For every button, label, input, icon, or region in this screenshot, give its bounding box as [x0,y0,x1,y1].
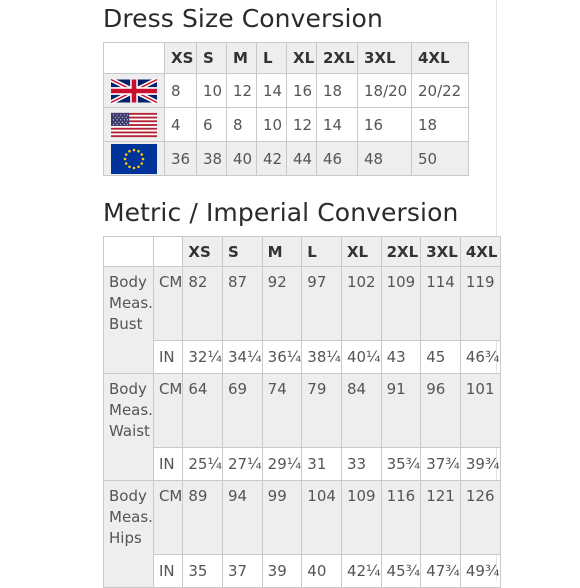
table-cell: 16 [358,108,412,142]
table-cell: 69 [223,374,263,448]
size-header: 3XL [358,43,412,74]
table-cell: 12 [227,74,257,108]
size-header: S [197,43,227,74]
unit-label: CM [153,481,182,555]
table-cell: 45¾ [381,555,421,588]
size-header: M [262,237,302,267]
table-row-bust-in [104,341,501,374]
table-cell: 4 [165,108,197,142]
table-cell: 126 [460,481,500,555]
table-cell: 119 [460,267,500,341]
table-cell: 40 [302,555,342,588]
table-cell: 8 [165,74,197,108]
table-cell: 48 [358,142,412,176]
table-cell: 16 [287,74,317,108]
row-label-bust: Body Meas. Bust [104,267,154,374]
size-header: XL [287,43,317,74]
size-header: XS [183,237,223,267]
table-cell: 109 [381,267,421,341]
table-cell: 12 [287,108,317,142]
table-cell: 36 [165,142,197,176]
size-header: M [227,43,257,74]
size-header: 2XL [381,237,421,267]
size-header: S [223,237,263,267]
unit-label: CM [153,267,182,341]
table-cell: 64 [183,374,223,448]
metric-header-row [104,237,501,267]
table-cell: 37 [223,555,263,588]
table-cell: 32¼ [183,341,223,374]
table-cell: 114 [421,267,461,341]
size-header: 4XL [460,237,500,267]
size-header: 4XL [412,43,469,74]
table-cell: 42 [257,142,287,176]
row-label-waist: Body Meas. Waist [104,374,154,481]
table-row-hips-cm [104,481,501,555]
table-cell: 79 [302,374,342,448]
size-header: 2XL [317,43,358,74]
table-cell: 20/22 [412,74,469,108]
table-cell: 50 [412,142,469,176]
table-cell: 29¼ [262,448,302,481]
table-cell: 89 [183,481,223,555]
table-cell: 96 [421,374,461,448]
table-cell: 10 [257,108,287,142]
table-cell: 6 [197,108,227,142]
unit-label: IN [153,448,182,481]
table-cell: 31 [302,448,342,481]
table-cell: 18/20 [358,74,412,108]
table-cell: 91 [381,374,421,448]
table-cell: 37¾ [421,448,461,481]
table-cell: 109 [341,481,381,555]
dress-size-title: Dress Size Conversion [103,4,383,33]
table-cell: 33 [341,448,381,481]
table-cell: 46 [317,142,358,176]
table-cell: 49¾ [460,555,500,588]
unit-label: IN [153,555,182,588]
table-cell: 104 [302,481,342,555]
table-cell: 87 [223,267,263,341]
table-cell: 34¼ [223,341,263,374]
unit-label: CM [153,374,182,448]
table-cell: 25¼ [183,448,223,481]
table-cell: 102 [341,267,381,341]
table-cell: 94 [223,481,263,555]
unit-label: IN [153,341,182,374]
table-cell: 14 [257,74,287,108]
page-gutter [496,0,580,580]
table-row-hips-in [104,555,501,588]
table-cell: 46¾ [460,341,500,374]
table-cell: 38¼ [302,341,342,374]
size-header: XS [165,43,197,74]
table-cell: 18 [412,108,469,142]
table-cell: 92 [262,267,302,341]
table-cell: 43 [381,341,421,374]
table-cell: 39 [262,555,302,588]
table-row-waist-cm [104,374,501,448]
table-cell: 8 [227,108,257,142]
table-cell: 42¼ [341,555,381,588]
table-cell: 14 [317,108,358,142]
size-header: XL [341,237,381,267]
size-header: L [257,43,287,74]
table-cell: 84 [341,374,381,448]
table-cell: 47¾ [421,555,461,588]
metric-imperial-table [103,236,501,588]
table-cell: 38 [197,142,227,176]
table-cell: 40¼ [341,341,381,374]
table-row-bust-cm [104,267,501,341]
size-header: 3XL [421,237,461,267]
table-cell: 39¾ [460,448,500,481]
table-cell: 101 [460,374,500,448]
table-cell: 27¼ [223,448,263,481]
table-cell: 44 [287,142,317,176]
corner-cell [153,237,182,267]
table-cell: 18 [317,74,358,108]
corner-cell [104,237,154,267]
table-cell: 97 [302,267,342,341]
size-header: L [302,237,342,267]
table-cell: 99 [262,481,302,555]
table-row-waist-in [104,448,501,481]
metric-imperial-title: Metric / Imperial Conversion [103,198,459,227]
table-cell: 10 [197,74,227,108]
table-cell: 74 [262,374,302,448]
table-cell: 35¾ [381,448,421,481]
table-cell: 82 [183,267,223,341]
table-cell: 45 [421,341,461,374]
table-cell: 116 [381,481,421,555]
row-label-hips: Body Meas. Hips [104,481,154,588]
table-cell: 40 [227,142,257,176]
table-cell: 36¼ [262,341,302,374]
table-cell: 121 [421,481,461,555]
table-cell: 35 [183,555,223,588]
